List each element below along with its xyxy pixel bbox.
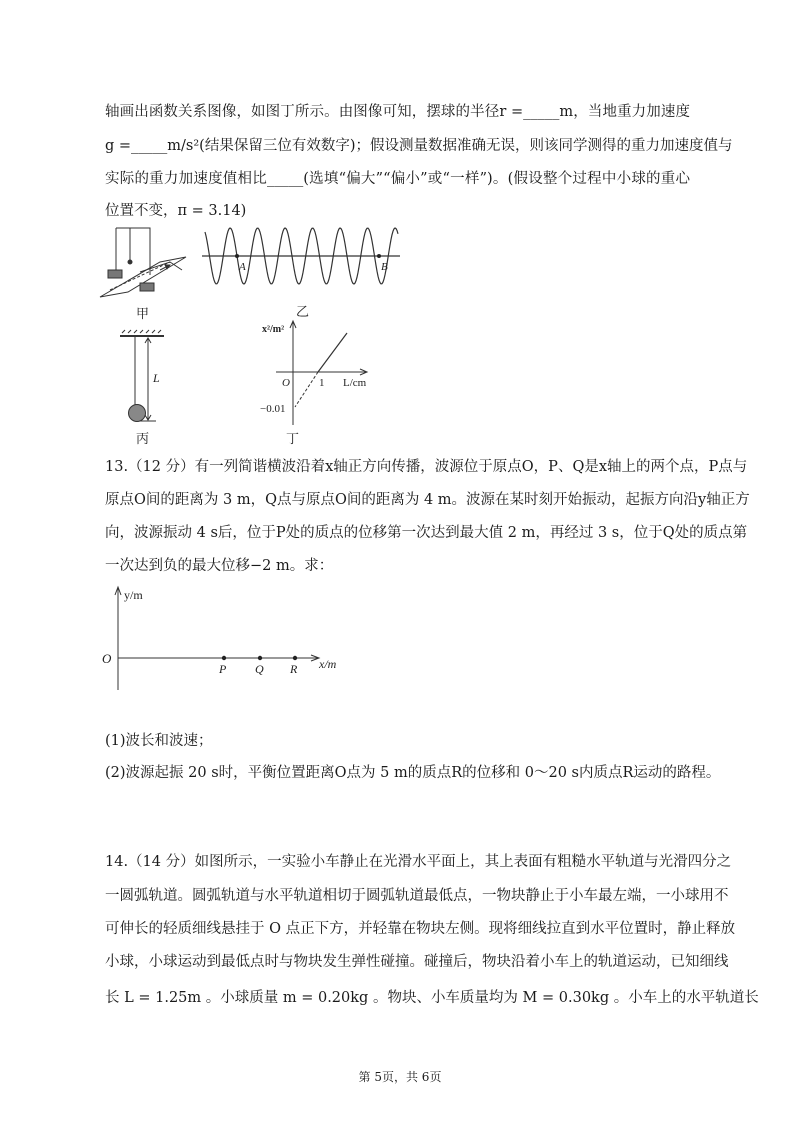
point-q-marker [258, 656, 262, 660]
label-yi: 乙 [296, 304, 310, 319]
length-label: L [153, 371, 160, 385]
text-line: 实际的重力加速度值相比_____(选填“偏大”“偏小”或“一样”)。(假设整个过程中小球的重心 [105, 171, 690, 187]
ding-y-tick: −0.01 [260, 403, 286, 415]
point-q-label: Q [255, 662, 264, 676]
page-footer: 第 5页，共 6页 [358, 1070, 442, 1084]
apparatus-diagram [100, 228, 186, 297]
point-a-marker [235, 254, 239, 258]
point-p-label: P [219, 662, 227, 676]
text-line: 长 L = 1.25m 。小球质量 m = 0.20kg 。物块、小车质量均为 M = 0.30kg 。小车上的水平轨道长 [105, 990, 759, 1006]
ding-x-axis-label: L/cm [343, 377, 367, 389]
origin-label: O [102, 651, 112, 666]
label-jia: 甲 [136, 306, 150, 321]
x-axis-label: x/m [319, 657, 337, 671]
point-b-label: B [381, 261, 388, 273]
text-line: 位置不变，π = 3.14) [105, 203, 247, 219]
text-line: 向，波源振动 4 s后，位于P处的质点的位移第一次达到最大值 2 m，再经过 3 s，位于Q处的质点第 [105, 525, 748, 541]
question-13-part-2: (2)波源起振 20 s时，平衡位置距离O点为 5 m的质点R的位移和 0～20 s内质点R运动的路程。 [105, 765, 721, 781]
label-bing: 丙 [136, 431, 150, 446]
point-a-label: A [239, 261, 246, 273]
text-line: 一圆弧轨道。圆弧轨道与水平轨道相切于圆弧轨道最低点，一物块静止于小车最左端，一小球用不 [105, 888, 729, 904]
question-13-stem: 13.（12 分）有一列简谐横波沿着x轴正方向传播，波源位于原点O，P、Q是x轴上的两个点，P点与 [105, 459, 748, 475]
label-ding: 丁 [286, 431, 300, 446]
text-line: 可伸长的轻质细线悬挂于 O 点正下方，并轻靠在物块左侧。现将细线拉直到水平位置时，静止释放 [105, 921, 736, 937]
ding-y-axis-label: x²/m² [262, 324, 285, 335]
pendulum-figures [0, 0, 800, 460]
point-p-marker [222, 656, 226, 660]
ding-graph [276, 321, 367, 425]
text-line: 轴画出函数关系图像，如图丁所示。由图像可知，摆球的半径r =_____m，当地重力加速度 [105, 104, 690, 120]
text-line: 原点O间的距离为 3 m，Q点与原点O间的距离为 4 m。波源在某时刻开始振动，起振方向沿y轴正方 [105, 492, 750, 508]
ding-origin: O [282, 377, 290, 389]
point-r-label: R [290, 662, 298, 676]
text-line: 一次达到负的最大位移−2 m。求： [105, 558, 334, 574]
text-line: g =_____m/s²(结果保留三位有效数字)；假设测量数据准确无误，则该同学测得的重力加速度值与 [105, 138, 733, 154]
wave-axis-figure [0, 580, 400, 695]
y-axis-label: y/m [124, 588, 143, 602]
question-14-stem: 14.（14 分）如图所示，一实验小车静止在光滑水平面上，其上表面有粗糙水平轨道与光滑四分之 [105, 854, 732, 870]
text-line: 小球，小球运动到最低点时与物块发生弹性碰撞。碰撞后，物块沿着小车上的轨道运动，已知细线 [105, 954, 729, 970]
question-13-part-1: (1)波长和波速； [105, 733, 213, 749]
ding-x-tick: 1 [319, 377, 325, 389]
point-b-marker [377, 254, 381, 258]
point-r-marker [293, 656, 297, 660]
